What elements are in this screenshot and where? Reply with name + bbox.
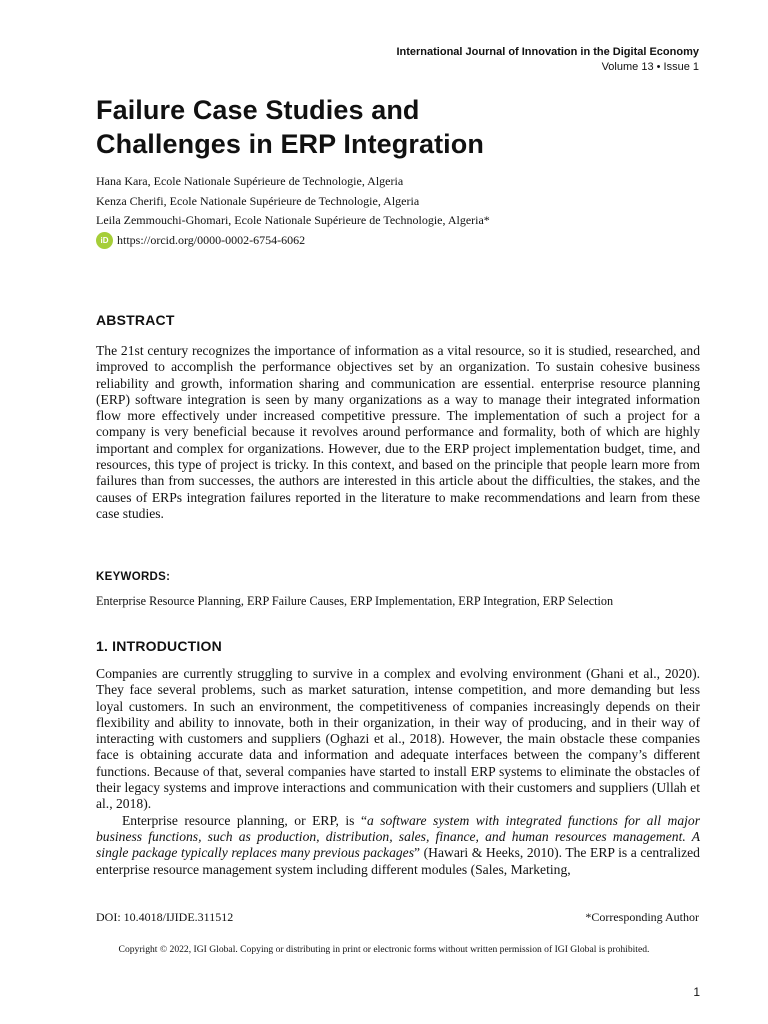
introduction-heading: 1. INTRODUCTION bbox=[96, 638, 222, 654]
intro-paragraph-2 bbox=[96, 813, 700, 878]
introduction-body bbox=[96, 666, 700, 878]
journal-name: International Journal of Innovation in the Digital Economy bbox=[396, 46, 699, 58]
author-list bbox=[96, 172, 490, 250]
keywords-heading: KEYWORDS: bbox=[96, 571, 171, 583]
title-line-1: Failure Case Studies and bbox=[96, 95, 420, 125]
abstract-text: The 21st century recognizes the importance of information as a vital resource, so it is studied, researched, and improved to accomplish the performance objectives set by an organization. To sustain cohesive business reliability and growth, information sharing and communication are essential. enterprise resource planning (ERP) software integration is seen by many organizations as a way to manage their integrated information flow more effectively under increased competitive pressure. The implementation of such a project for a company is very beneficial because it revolves around performance and formality, both of which are highly important and complex for organizations. However, due to the ERP project implementation budget, time, and resources, this type of project is tricky. In this context, and based on the principle that people learn more from failures than from successes, the authors are interested in this article about the difficulties, the stakes, and the causes of ERPs integration failures reported in the literature to make recommendations and learn from these case studies. bbox=[96, 343, 700, 521]
copyright-notice: Copyright © 2022, IGI Global. Copying or distributing in print or electronic forms without written permission of IGI Global is prohibited. bbox=[118, 944, 650, 955]
orcid-icon: iD bbox=[96, 232, 113, 249]
page-number: 1 bbox=[693, 985, 700, 999]
orcid-link[interactable]: https://orcid.org/0000-0002-6754-6062 bbox=[117, 232, 306, 247]
abstract-heading: ABSTRACT bbox=[96, 312, 175, 328]
intro-p2-quote: a software system with integrated functions for all major business functions, such as production, distribution, sales, finance, and human resources management. A single package typically replaces many previous packages bbox=[96, 812, 700, 861]
paper-title bbox=[96, 93, 696, 161]
author-3: Leila Zemmouchi-Ghomari, Ecole Nationale Supérieure de Technologie, Algeria* bbox=[96, 213, 490, 227]
volume-issue: Volume 13 • Issue 1 bbox=[601, 60, 699, 73]
orcid-row bbox=[96, 231, 490, 251]
intro-p2-end: ” (Hawari & Heeks, 2010). The ERP is a centralized enterprise resource management system including different modules (Sales, Marketing, bbox=[96, 845, 700, 877]
doi[interactable]: DOI: 10.4018/IJIDE.311512 bbox=[96, 910, 234, 924]
author-1: Hana Kara, Ecole Nationale Supérieure de Technologie, Algeria bbox=[96, 174, 404, 188]
intro-p2-start: Enterprise resource planning, or ERP, is “ bbox=[122, 812, 367, 828]
title-line-2: Challenges in ERP Integration bbox=[96, 129, 484, 159]
journal-header bbox=[396, 45, 699, 74]
intro-paragraph-1: Companies are currently struggling to survive in a complex and evolving environment (Ghani et al., 2020). They face several problems, such as market saturation, intense competition, and more demanding but less loyal customers. In such an environment, the competitiveness of companies increasingly depends on their flexibility and ability to innovate, both in their organization, in their way of producing, and in their way of interacting with customers and suppliers (Oghazi et al., 2018). However, the main obstacle these companies face is obtaining accurate data and information and adequate interfaces between the company’s different functions. Because of that, several companies have started to install ERP systems to eliminate the obstacles of their legacy systems and improve interactions and communication with their customers and suppliers (Ullah et al., 2018). bbox=[96, 666, 700, 812]
corresponding-author-note: *Corresponding Author bbox=[585, 910, 699, 924]
author-2: Kenza Cherifi, Ecole Nationale Supérieure de Technologie, Algeria bbox=[96, 193, 420, 208]
keywords-text: Enterprise Resource Planning, ERP Failure Causes, ERP Implementation, ERP Integration, ERP Selection bbox=[96, 594, 614, 608]
